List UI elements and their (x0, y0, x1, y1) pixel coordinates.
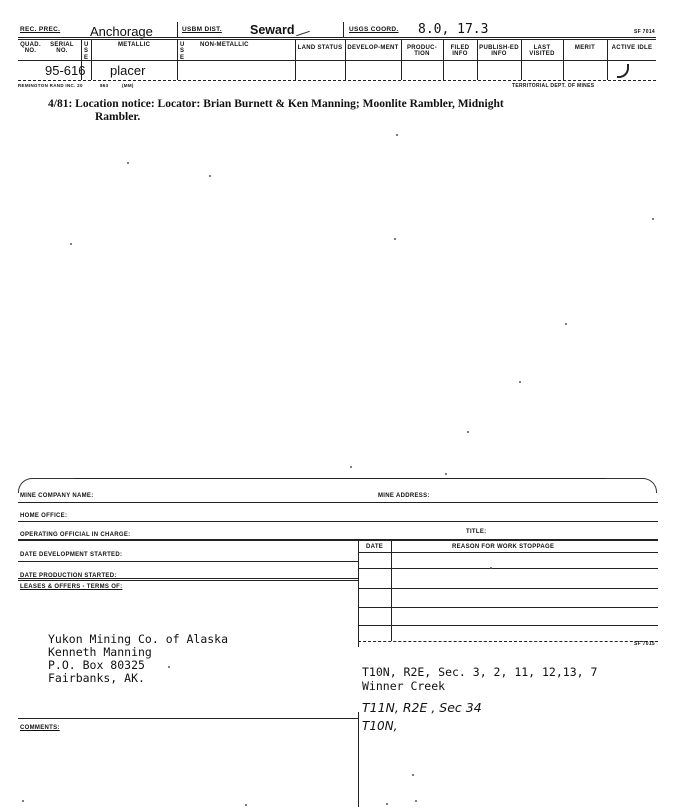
usbm-dist-label: USBM DIST. (182, 26, 222, 33)
footer-left: REMINGTON RAND INC. 20 (18, 83, 83, 88)
date-production-label: DATE PRODUCTION STARTED: (20, 573, 117, 579)
footer-code-2: (MM) (122, 83, 134, 88)
col-merit: MERIT (574, 45, 596, 51)
col-production: PRODUC-TION (406, 45, 438, 58)
col-metallic: METALLIC (118, 42, 151, 48)
col-serial-no: SERIAL NO. (50, 42, 74, 55)
col-quad-no: QUAD. NO. (20, 42, 41, 55)
col-active-idle: ACTIVE IDLE (611, 45, 653, 51)
location-line-1: T10N, R2E, Sec. 3, 2, 11, 12,13, 7 (362, 665, 598, 679)
address-line: Fairbanks, AK. (48, 671, 145, 685)
rec-prec-value: Anchorage (90, 24, 153, 39)
handwritten-line-2: T10N, (362, 719, 398, 733)
location-line-2: Winner Creek (362, 679, 446, 693)
footer-right: TERRITORIAL DEPT. OF MINES (512, 83, 595, 89)
date-development-label: DATE DEVELOPMENT STARTED: (20, 552, 123, 558)
footer-code-1: 863 (100, 83, 109, 88)
address-line: P.O. Box 80325 (48, 658, 145, 672)
serial-value: 95-616 (45, 63, 86, 78)
usbm-dist-value: Seward (250, 23, 295, 37)
note-line-1: 4/81: Location notice: Locator: Brian Burnett & Ken Manning; Moonlite Rambler, Midnight (48, 98, 504, 110)
col-last-visited: LAST VISITED (529, 45, 555, 58)
handwritten-line-1: T11N, R2E , Sec 34 (362, 700, 482, 715)
operating-official-label: OPERATING OFFICIAL IN CHARGE: (20, 532, 131, 538)
check-mark (296, 31, 310, 36)
col-published-info: PUBLISH-ED INFO (479, 45, 519, 58)
metallic-value: placer (110, 63, 146, 78)
col-nonmetallic: NON-METALLIC (200, 42, 249, 48)
form-number-2: SF 7015 (634, 641, 656, 647)
address-line: Kenneth Manning (48, 645, 152, 659)
leases-offers-label: LEASES & OFFERS - TERMS OF: (20, 584, 123, 590)
address-block (48, 633, 228, 685)
title-label: TITLE: (466, 529, 487, 535)
reason-column-label: REASON FOR WORK STOPPAGE (452, 544, 555, 550)
rec-prec-label: REC. PREC. (20, 26, 61, 33)
col-development: DEVELOP-MENT (347, 45, 399, 51)
note-line-2: Rambler. (95, 111, 141, 123)
col-land-status: LAND STATUS (297, 45, 343, 51)
col-use-metallic: USE (84, 42, 89, 61)
form-number: SF 7014 (634, 29, 656, 35)
active-mark (617, 64, 629, 78)
col-filed-info: FILED INFO (450, 45, 470, 58)
mine-address-label: MINE ADDRESS: (378, 493, 430, 499)
home-office-label: HOME OFFICE: (20, 513, 68, 519)
col-use-nonmetallic: USE (180, 42, 185, 61)
usgs-coord-label: USGS COORD. (349, 26, 399, 33)
comments-label: COMMENTS: (20, 725, 60, 731)
usgs-coord-value: 8.0, 17.3 (418, 22, 489, 37)
date-column-label: DATE (366, 544, 384, 550)
mine-company-label: MINE COMPANY NAME: (20, 493, 94, 499)
address-line: Yukon Mining Co. of Alaska (48, 632, 229, 646)
